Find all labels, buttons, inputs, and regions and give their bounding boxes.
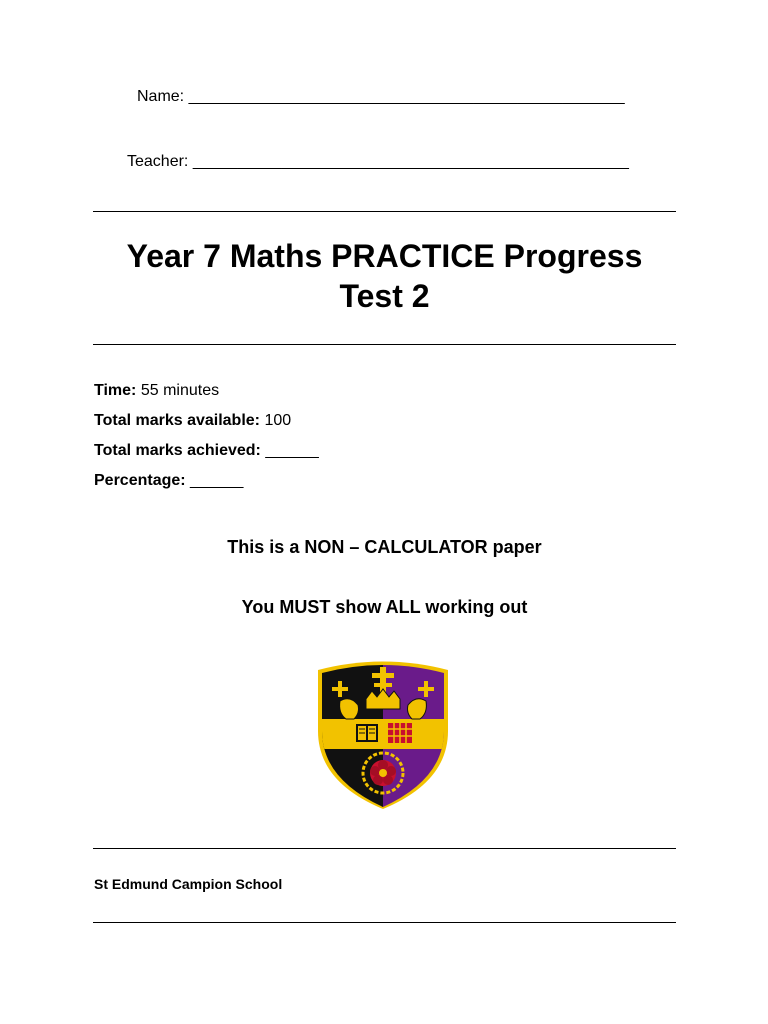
- marks-available-label: Total marks available:: [94, 412, 260, 429]
- teacher-label: Teacher:: [127, 153, 189, 170]
- percentage-label: Percentage:: [94, 472, 186, 489]
- percentage-row: [94, 472, 243, 490]
- school-crest-logo: [316, 661, 450, 809]
- red-rose-icon: [370, 760, 396, 786]
- title-line-2: Test 2: [339, 278, 430, 314]
- divider-footer-bottom: [93, 922, 676, 923]
- working-notice: You MUST show ALL working out: [241, 597, 528, 617]
- page-title: [93, 236, 676, 316]
- name-field: [137, 88, 625, 106]
- crest-gold-band: [316, 719, 450, 749]
- grid-portcullis-icon: [388, 723, 412, 743]
- teacher-field: [127, 153, 629, 171]
- percentage-value: ______: [190, 472, 244, 489]
- marks-achieved-value: ______: [265, 442, 319, 459]
- marks-available-value: 100: [264, 412, 292, 429]
- marks-achieved-row: [94, 442, 319, 460]
- divider-top: [93, 211, 676, 212]
- lion-left-icon: [340, 699, 359, 719]
- crown-icon: [366, 689, 400, 709]
- lion-right-icon: [408, 699, 427, 719]
- marks-achieved-label: Total marks achieved:: [94, 442, 261, 459]
- time-value: 55 minutes: [140, 382, 220, 399]
- time-label: Time:: [94, 382, 137, 399]
- time-row: [94, 382, 219, 400]
- divider-title-bottom: [93, 344, 676, 345]
- name-blank: _________________________________________________: [188, 88, 625, 105]
- divider-footer-top: [93, 848, 676, 849]
- marks-available-row: [94, 412, 291, 430]
- name-label: Name:: [137, 88, 185, 105]
- book-icon: [356, 724, 378, 742]
- title-line-1: Year 7 Maths PRACTICE Progress: [126, 238, 643, 274]
- calculator-notice: This is a NON – CALCULATOR paper: [227, 537, 542, 557]
- teacher-blank: _________________________________________________: [192, 153, 629, 170]
- school-name: St Edmund Campion School: [94, 876, 283, 892]
